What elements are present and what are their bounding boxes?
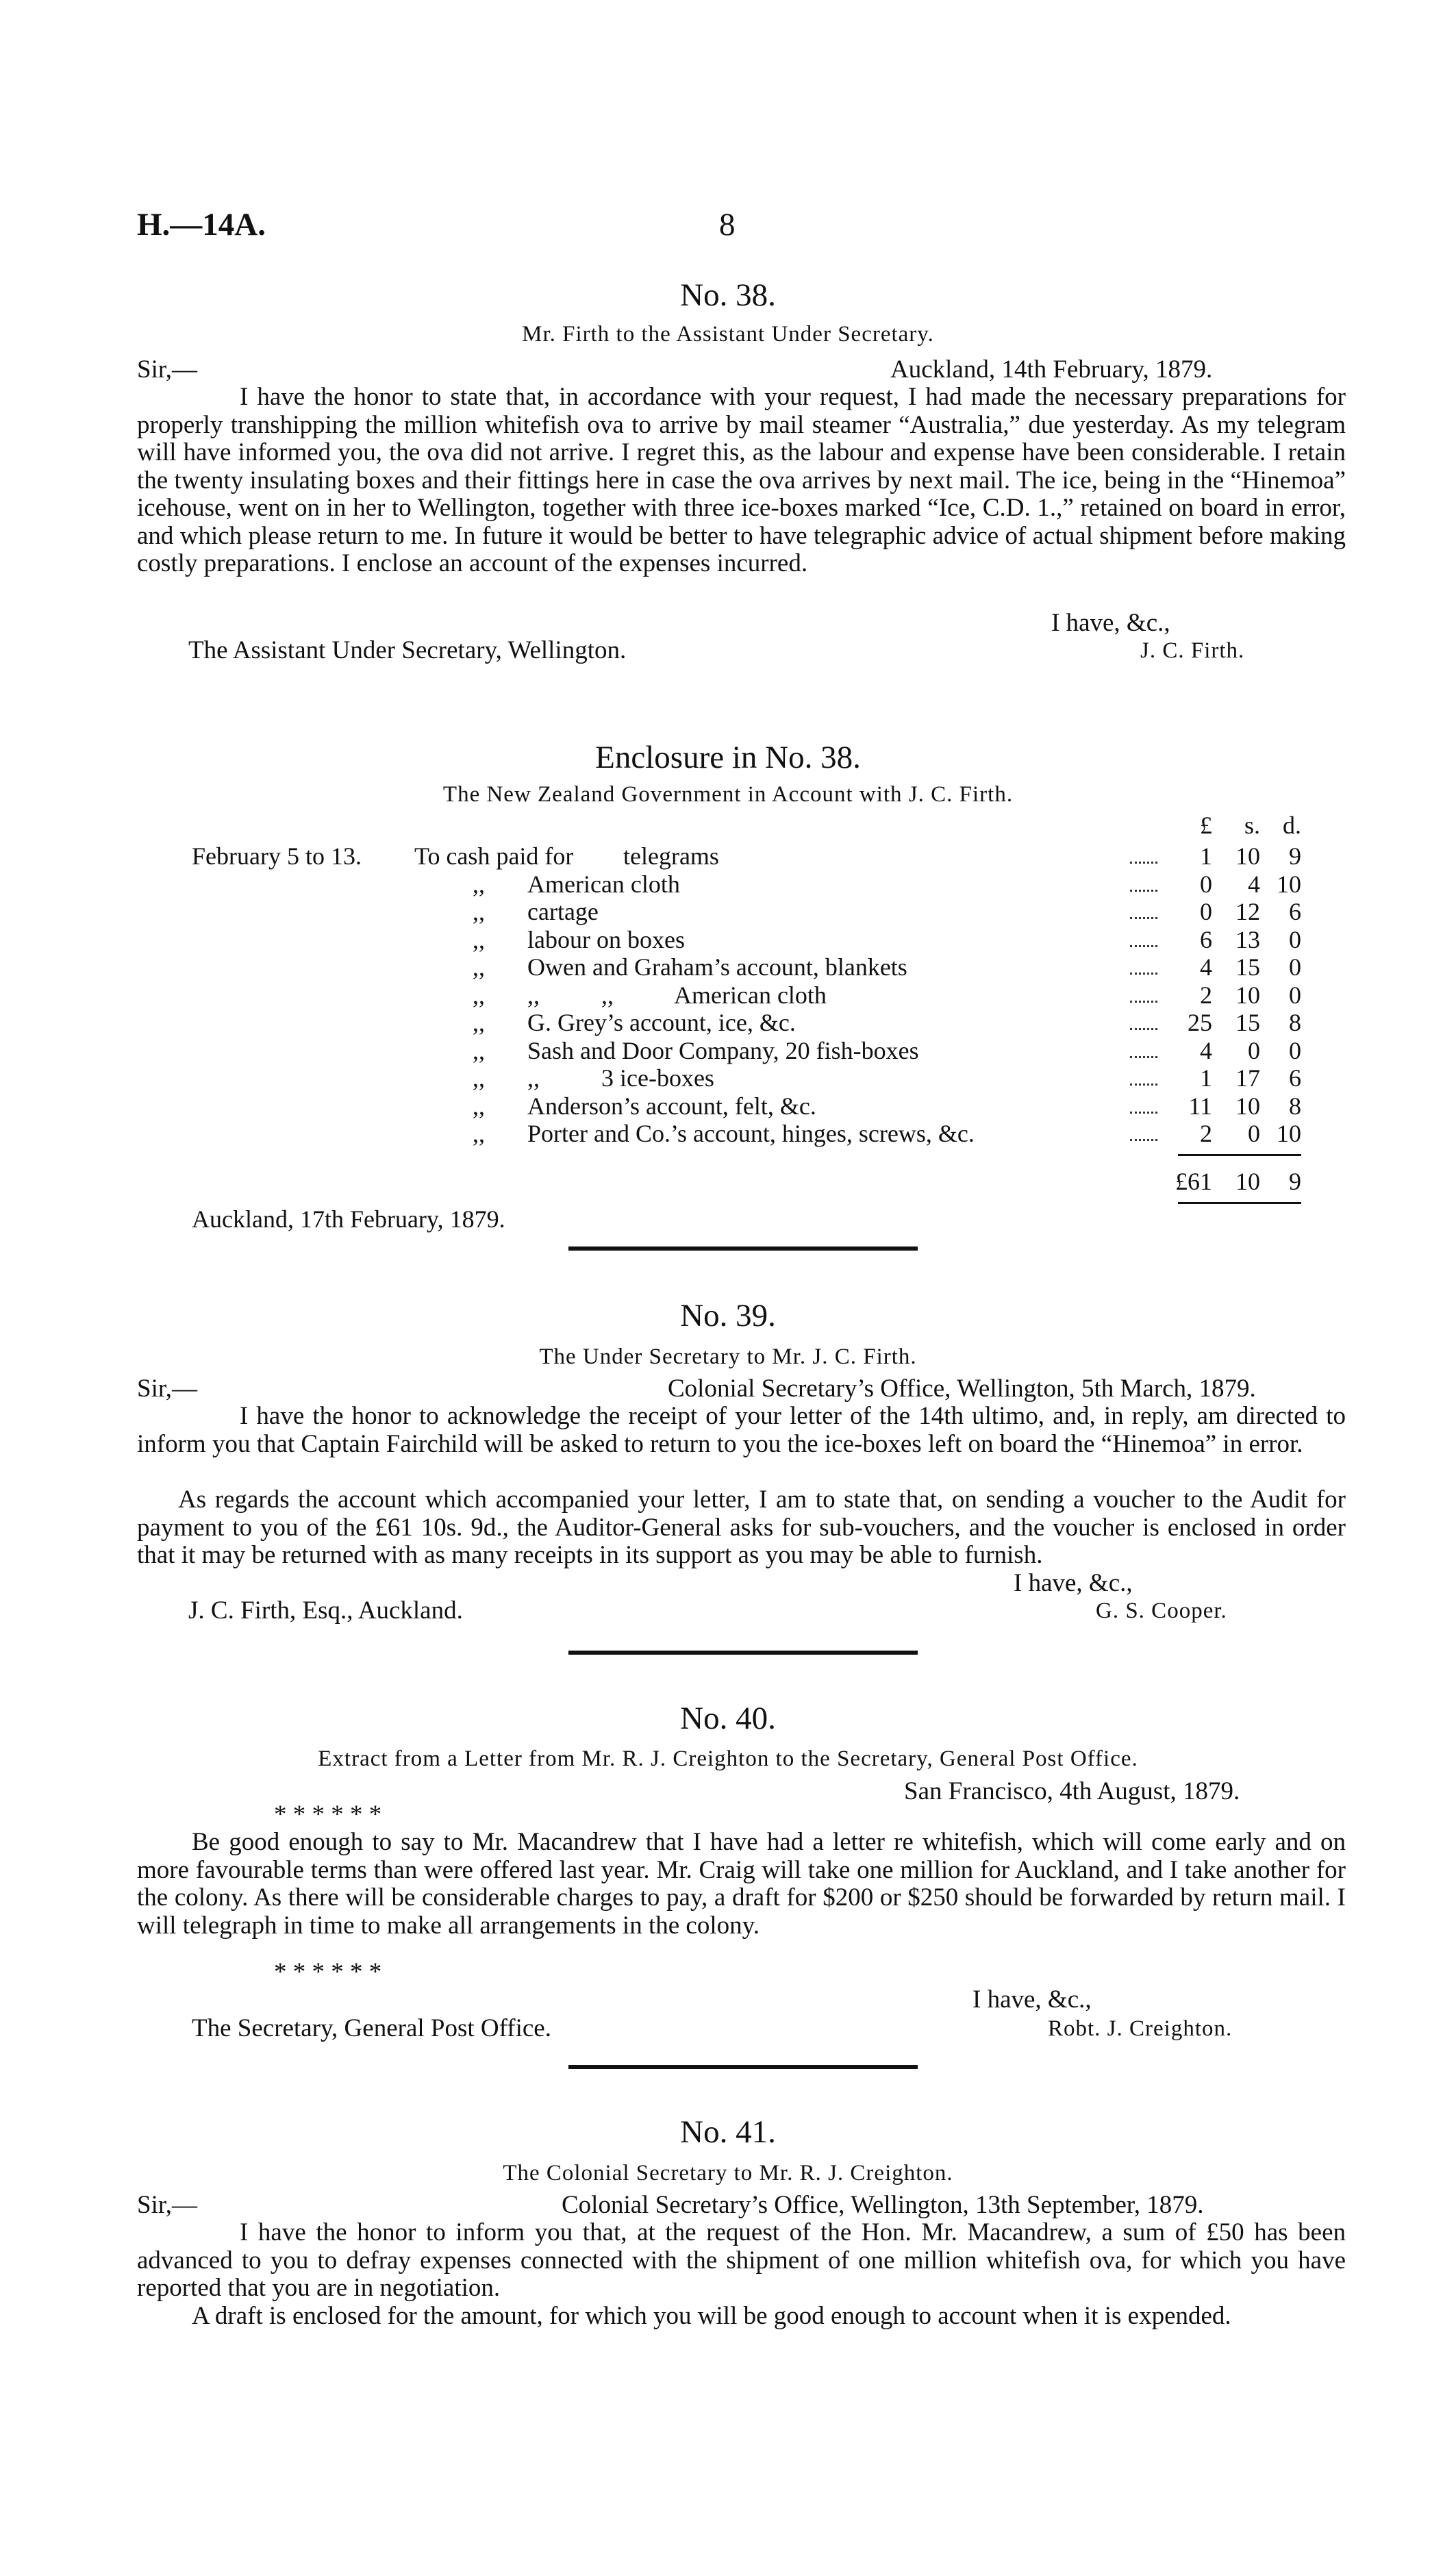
closing: I have, &c., [972, 1985, 1092, 2014]
letter-title: No. 38. [680, 277, 776, 313]
row-pounds: 25 [1188, 1009, 1212, 1036]
row-prefix: ,, [473, 898, 485, 925]
row-leader [1130, 1001, 1157, 1003]
row-item: Owen and Graham’s account, blankets [527, 953, 907, 981]
row-pounds: 1 [1200, 1064, 1212, 1092]
row-pence: 9 [1289, 842, 1301, 870]
row-pence: 10 [1277, 870, 1301, 898]
row-shillings: 12 [1235, 898, 1260, 925]
row-item: labour on boxes [527, 925, 685, 953]
row-item: telegrams [623, 842, 719, 870]
letter-subtitle: Extract from a Letter from Mr. R. J. Creighton to the Secretary, General Post Office. [318, 1746, 1138, 1771]
row-prefix: ,, [473, 1036, 485, 1064]
place-date: Colonial Secretary’s Office, Wellington, 5th March, 1879. [668, 1375, 1256, 1403]
row-leader [1130, 917, 1157, 919]
total-pence: 9 [1289, 1168, 1301, 1195]
row-leader [1130, 1112, 1157, 1114]
row-item: cartage [527, 898, 599, 925]
row-shillings: 4 [1248, 870, 1260, 898]
row-leader [1130, 1028, 1157, 1030]
letter-title: No. 41. [680, 2114, 776, 2150]
section-divider [568, 2065, 918, 2069]
row-item: Sash and Door Company, 20 fish-boxes [527, 1036, 919, 1064]
addressee: The Assistant Under Secretary, Wellington. [188, 636, 627, 664]
row-pounds: 4 [1200, 953, 1212, 981]
place-date: Colonial Secretary’s Office, Wellington, 13th September, 1879. [562, 2191, 1204, 2219]
row-shillings: 15 [1235, 1009, 1260, 1036]
letter-body: Be good enough to say to Mr. Macandrew that I have had a letter re whitefish, which will come early and on more favourable terms than were offered last year. Mr. Craig will take one million for Auckland, and I take another for the colony. As there will be considerable charges to pay, a draft for $200 or $250 should be forwarded by return mail. I will telegraph in time to make all arrangements in the colony. [137, 1828, 1346, 1940]
closing: I have, &c., [1051, 609, 1170, 637]
row-prefix: ,, [473, 1120, 485, 1147]
place-date: San Francisco, 4th August, 1879. [904, 1777, 1240, 1805]
row-leader [1130, 862, 1157, 864]
signature: J. C. Firth. [1140, 638, 1245, 663]
ellipsis-stars: * * * * * * [274, 1801, 382, 1829]
row-pounds: 0 [1200, 870, 1212, 898]
row-pounds: 11 [1188, 1092, 1212, 1120]
date-range: February 5 to 13. [192, 842, 362, 870]
row-shillings: 0 [1248, 1036, 1260, 1064]
row-item: G. Grey’s account, ice, &c. [527, 1009, 796, 1036]
row-pounds: 0 [1200, 898, 1212, 925]
row-leader [1130, 945, 1157, 947]
row-prefix: ,, [473, 925, 485, 953]
row-leader [1130, 1083, 1157, 1086]
place-date: Auckland, 14th February, 1879. [890, 355, 1213, 384]
column-header-shillings: s. [1244, 812, 1260, 839]
row-prefix: ,, [473, 1092, 485, 1120]
salutation: Sir,— [137, 355, 197, 384]
row-pence: 0 [1289, 981, 1301, 1009]
row-pence: 10 [1277, 1120, 1301, 1147]
row-pounds: 4 [1200, 1036, 1212, 1064]
letter-title: No. 40. [680, 1701, 776, 1736]
salutation: Sir,— [137, 2191, 197, 2219]
row-leader [1130, 973, 1157, 975]
row-pounds: 2 [1200, 981, 1212, 1009]
row-pence: 0 [1289, 953, 1301, 981]
total-pounds: £61 [1175, 1168, 1212, 1195]
letter-title: No. 39. [680, 1298, 776, 1333]
row-leader [1130, 1056, 1157, 1058]
letter-subtitle: The Colonial Secretary to Mr. R. J. Creighton. [503, 2161, 953, 2185]
row-item: ,, ,, American cloth [527, 981, 827, 1009]
row-shillings: 10 [1235, 842, 1260, 870]
row-item: ,, 3 ice-boxes [527, 1064, 714, 1092]
row-shillings: 15 [1235, 953, 1260, 981]
row-pounds: 1 [1200, 842, 1212, 870]
row-shillings: 13 [1235, 925, 1260, 953]
addressee: J. C. Firth, Esq., Auckland. [188, 1596, 463, 1625]
paragraph-1: I have the honor to acknowledge the receipt of your letter of the 14th ultimo, and, in reply, am directed to inform you that Captain Fairchild will be asked to return to you the ice-boxes left on board the “Hinemoa” in error. [137, 1402, 1346, 1458]
letter-subtitle: Mr. Firth to the Assistant Under Secretary. [522, 322, 934, 347]
paragraph-2: A draft is enclosed for the amount, for which you will be good enough to account when it is expended. [192, 2302, 1231, 2330]
section-divider [568, 1246, 918, 1251]
column-header-pounds: £ [1200, 812, 1212, 839]
row-prefix: ,, [473, 870, 485, 898]
row-prefix: ,, [473, 953, 485, 981]
row-leader [1130, 1139, 1157, 1141]
signature: Robt. J. Creighton. [1048, 2016, 1233, 2041]
enclosure-subtitle: The New Zealand Government in Account with J. C. Firth. [442, 782, 1014, 807]
paragraph-1: I have the honor to inform you that, at the request of the Hon. Mr. Macandrew, a sum of £50 has been advanced to you to defray expenses connected with the shipment of one million whitefish ova, for which you have reported that you are in negotiation. [137, 2218, 1346, 2302]
addressee: The Secretary, General Post Office. [192, 2014, 551, 2042]
total-underline [1178, 1202, 1301, 1204]
paragraph-2: As regards the account which accompanied your letter, I am to state that, on sending a voucher to the Audit for payment to you of the £61 10s. 9d., the Auditor-General asks for sub-vouchers, and the voucher is enclosed in order that it may be returned with as many receipts in its support as you may be able to furnish. [137, 1486, 1346, 1569]
section-divider [568, 1651, 918, 1655]
signature: G. S. Cooper. [1096, 1599, 1227, 1623]
row-pounds: 6 [1200, 925, 1212, 953]
row-item: American cloth [527, 870, 680, 898]
row-shillings: 10 [1235, 1092, 1260, 1120]
row-pence: 0 [1289, 1036, 1301, 1064]
row-item: Anderson’s account, felt, &c. [527, 1092, 816, 1120]
row-prefix: To cash paid for [414, 842, 574, 870]
row-shillings: 10 [1235, 981, 1260, 1009]
closing: I have, &c., [1014, 1569, 1133, 1597]
row-prefix: ,, [473, 1009, 485, 1036]
enclosure-date: Auckland, 17th February, 1879. [192, 1205, 505, 1233]
document-reference: H.—14A. [137, 207, 266, 242]
row-leader [1130, 890, 1157, 892]
total-shillings: 10 [1235, 1168, 1260, 1195]
row-pence: 8 [1289, 1009, 1301, 1036]
page-number: 8 [719, 207, 736, 242]
letter-subtitle: The Under Secretary to Mr. J. C. Firth. [539, 1344, 917, 1369]
column-header-pence: d. [1283, 812, 1301, 839]
enclosure-title: Enclosure in No. 38. [595, 740, 861, 775]
row-pence: 6 [1289, 898, 1301, 925]
ellipsis-stars: * * * * * * [274, 1958, 382, 1986]
row-prefix: ,, [473, 1064, 485, 1092]
row-item: Porter and Co.’s account, hinges, screws, &c. [527, 1120, 975, 1147]
sum-rule [1178, 1154, 1301, 1156]
salutation: Sir,— [137, 1375, 197, 1403]
row-pence: 8 [1289, 1092, 1301, 1120]
row-prefix: ,, [473, 981, 485, 1009]
row-shillings: 0 [1248, 1120, 1260, 1147]
letter-body: I have the honor to state that, in accordance with your request, I had made the necessary preparations for properly transhipping the million whitefish ova to arrive by mail steamer “Australia,” due yesterday. As my telegram will have informed you, the ova did not arrive. I regret this, as the labour and expense have been considerable. I retain the twenty insulating boxes and their fittings here in case the ova arrives by next mail. The ice, being in the “Hinemoa” icehouse, went on in her to Wellington, together with three ice-boxes marked “Ice, C.D. 1.,” retained on board in error, and which please return to me. In future it would be better to have telegraphic advice of actual shipment before making costly preparations. I enclose an account of the expenses incurred. [137, 383, 1346, 577]
row-shillings: 17 [1235, 1064, 1260, 1092]
row-pence: 0 [1289, 925, 1301, 953]
row-pence: 6 [1289, 1064, 1301, 1092]
row-pounds: 2 [1200, 1120, 1212, 1147]
